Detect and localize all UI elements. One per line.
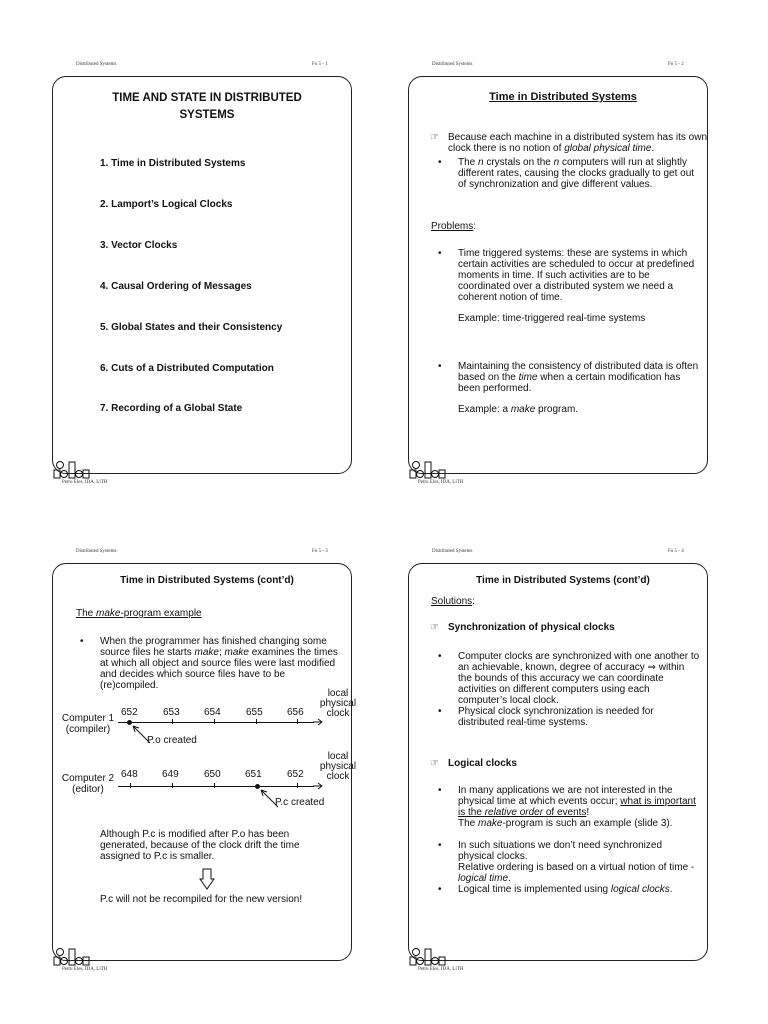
list-item	[438, 840, 700, 884]
event-label-pc: P.c created	[275, 797, 325, 808]
slide-title: Time in Distributed Systems	[489, 91, 637, 103]
text: local	[327, 751, 349, 762]
text: (editor)	[72, 784, 104, 795]
text: The	[458, 818, 479, 829]
header-title: Distributed Systems	[432, 62, 473, 67]
text: When the programmer has finished changing some source files he starts	[100, 636, 327, 658]
down-arrow-icon	[199, 868, 215, 890]
text: Maintaining the consistency of distributed data is often based on the	[458, 361, 699, 383]
drift-explanation	[100, 829, 340, 862]
text: The	[458, 157, 479, 168]
text: assigned to P.c is smaller.	[100, 851, 215, 862]
tick-mark	[256, 719, 257, 724]
tick-label: 654	[204, 707, 221, 718]
toc-item-7: 7. Recording of a Global State	[100, 403, 243, 414]
intro-bullets	[438, 157, 700, 190]
arrow-right-icon	[313, 782, 323, 790]
footer-author: Petru Eles, IDA, LiTH	[62, 967, 108, 972]
text: ;	[218, 647, 225, 658]
underlined-text: what is important is the	[458, 796, 696, 818]
footer-author: Petru Eles, IDA, LiTH	[418, 967, 464, 972]
list-item	[438, 157, 700, 190]
header-title: Distributed Systems	[432, 549, 473, 554]
example-text: Example: time-triggered real-time systems	[458, 313, 646, 324]
slide-number: Fo 5 - 1	[312, 62, 328, 67]
underlined-text: of events	[543, 807, 587, 818]
text: when a certain modification has been performed.	[458, 372, 681, 394]
tick-label: 653	[163, 707, 180, 718]
text: crystals on the	[483, 157, 554, 168]
tick-mark	[297, 719, 298, 724]
problems-bullets	[438, 248, 700, 415]
emphasis: make	[478, 818, 503, 829]
toc-item-4: 4. Causal Ordering of Messages	[100, 281, 252, 292]
lith-logo-icon	[408, 948, 448, 968]
text: physical	[319, 761, 357, 772]
text: .	[651, 143, 655, 154]
list-item	[438, 248, 700, 324]
slide-frame	[52, 76, 352, 474]
tick-mark	[172, 719, 173, 724]
emphasis: make	[224, 647, 249, 658]
text: clock	[326, 771, 350, 782]
text: Although P.c is modified after P.o has been	[100, 829, 290, 840]
slide-title	[52, 90, 362, 124]
lith-logo-icon	[52, 461, 92, 481]
list-item	[80, 636, 342, 691]
tick-mark	[214, 783, 215, 788]
list-item	[438, 361, 700, 415]
clock-label-1	[318, 689, 358, 719]
tick-mark	[172, 783, 173, 788]
emphasis: global physical time	[564, 143, 652, 154]
pointing-hand-icon: ☞	[430, 622, 439, 633]
text: Computer 2	[61, 773, 115, 784]
text: local	[327, 688, 349, 699]
pointing-hand-icon: ☞	[430, 758, 439, 769]
tick-mark	[297, 783, 298, 788]
toc-item-2: 2. Lamport’s Logical Clocks	[100, 199, 233, 210]
text: In many applications we are not interested in the physical time at which events occur;	[458, 785, 673, 807]
tick-mark	[130, 783, 131, 788]
event-label-po: P.o created	[147, 735, 197, 746]
lith-logo-icon	[52, 948, 92, 968]
tick-label: 649	[162, 769, 179, 780]
text: computers will run at slightly different rates, causing the clocks gradually to get out of synchronization and give different values.	[458, 157, 695, 190]
emphasis: logical clocks	[610, 884, 670, 895]
list-item	[438, 785, 700, 829]
text: examines the times at which all object and source files were last modified and decides which source files have to be (re)compiled.	[100, 647, 338, 691]
tick-label: 650	[204, 769, 221, 780]
list-item: • Physical clock synchronization is needed for distributed real-time systems.	[438, 706, 700, 728]
text: (compiler)	[65, 724, 111, 735]
text: Example: a	[458, 404, 511, 415]
text: :	[472, 596, 475, 607]
tick-label: 651	[245, 769, 262, 780]
text: The	[76, 608, 97, 619]
text: .	[669, 884, 673, 895]
emphasis: make	[510, 404, 536, 415]
tick-label: 656	[287, 707, 304, 718]
header-title: Distributed Systems	[76, 549, 117, 554]
emphasis: n	[478, 157, 484, 168]
tick-label: 648	[121, 769, 138, 780]
toc-item-3: 3. Vector Clocks	[100, 240, 178, 251]
text: Because each machine in a distributed system has its own clock there is no notion of	[448, 132, 708, 154]
slide-title: Time in Distributed Systems (cont’d)	[120, 575, 294, 586]
tick-mark	[214, 719, 215, 724]
pointing-hand-icon: ☞	[430, 132, 439, 143]
slide-4	[356, 487, 740, 999]
emphasis: make	[96, 608, 121, 619]
text: physical	[319, 698, 357, 709]
solutions-heading	[431, 596, 475, 607]
text: -program example	[120, 608, 202, 619]
tick-label: 655	[246, 707, 263, 718]
make-bullets	[80, 636, 342, 691]
header-title: Distributed Systems	[76, 62, 117, 67]
slide-2	[356, 0, 740, 512]
list-item: • Computer clocks are synchronized with one another to an achievable, known, degree of accuracy ⇒ within the bounds of this accuracy we can coordinate activities on different computers using each computer’s local clock.	[438, 651, 700, 706]
emphasis: time	[518, 372, 538, 383]
sync-bullets	[438, 651, 700, 728]
slide-number: Fo 5 - 2	[668, 62, 684, 67]
text: Problems	[431, 221, 474, 232]
clock-label-2	[318, 752, 358, 782]
text: .	[508, 873, 511, 884]
section-heading-sync: Synchronization of physical clocks	[448, 622, 615, 633]
computer1-label	[58, 713, 118, 735]
text: -program is such an example (slide 3).	[502, 818, 673, 829]
emphasis: make	[194, 647, 219, 658]
conclusion-text: P.c will not be recompiled for the new version!	[100, 894, 303, 905]
title-line: SYSTEMS	[179, 109, 235, 121]
computer2-label	[58, 773, 118, 795]
arrow-right-icon	[313, 718, 323, 726]
text: Relative ordering is based on a virtual notion of time -	[458, 862, 695, 873]
text: Time triggered systems: these are systems in which certain activities are scheduled to occur at predefined moments in time. If such activities are to be coordinated over a distributed system we need a coherent notion of time.	[458, 248, 695, 303]
emphasis: logical time	[458, 873, 509, 884]
slide-title: Time in Distributed Systems (cont’d)	[476, 575, 650, 586]
footer-author: Petru Eles, IDA, LiTH	[62, 480, 108, 485]
logical-bullets	[438, 785, 700, 895]
toc-item-1: 1. Time in Distributed Systems	[100, 158, 246, 169]
text: generated, because of the clock drift the time	[100, 840, 300, 851]
example-subheading	[76, 608, 202, 619]
section-heading-logical: Logical clocks	[448, 758, 517, 769]
tick-label: 652	[287, 769, 304, 780]
text: !	[586, 807, 590, 818]
text: In such situations we don’t need synchronized physical clocks.	[458, 840, 663, 862]
slide-3	[0, 487, 384, 999]
footer-author: Petru Eles, IDA, LiTH	[418, 480, 464, 485]
slide-1	[0, 0, 384, 512]
text: Computer 1	[61, 713, 115, 724]
title-line: TIME AND STATE IN DISTRIBUTED	[112, 92, 302, 104]
slide-number: Fo 5 - 4	[668, 549, 684, 554]
timeline-computer2	[118, 786, 314, 787]
emphasis: relative order	[484, 807, 544, 818]
text: Solutions	[431, 596, 473, 607]
emphasis: n	[553, 157, 560, 168]
tick-label: 652	[121, 707, 138, 718]
list-item	[438, 884, 700, 895]
text: clock	[326, 708, 350, 719]
intro-paragraph	[448, 132, 708, 154]
toc-item-5: 5. Global States and their Consistency	[100, 322, 283, 333]
problems-heading	[431, 221, 476, 232]
text: :	[473, 221, 477, 232]
lith-logo-icon	[408, 461, 448, 481]
text: Logical time is implemented using	[458, 884, 611, 895]
slide-number: Fo 5 - 3	[312, 549, 328, 554]
text: program.	[535, 404, 579, 415]
toc-item-6: 6. Cuts of a Distributed Computation	[100, 363, 274, 374]
